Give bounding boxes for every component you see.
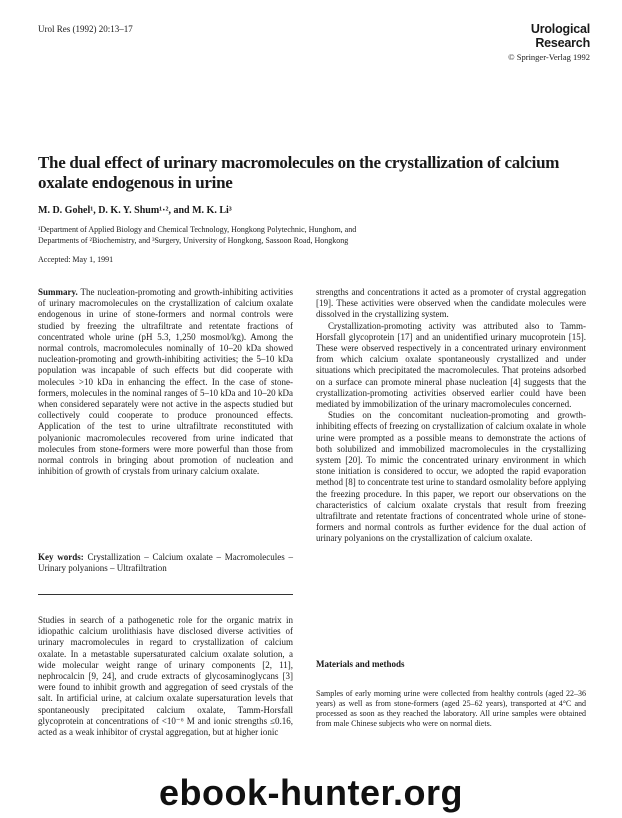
summary-label: Summary. [38,287,78,297]
introduction-left [38,615,293,738]
right-paragraph-3: Studies on the concomitant nucleation-promoting and growth-inhibiting effects of freezing on crystallization of calcium oxalate in whole urine were prompted as a possible means to demonstrate the actions of both solubilized and immobilized macromolecules in the crystallizing system [20]. To mimic the concentrated urinary environment in which stone initiation is considered to occur, we adopted the rapid evaporation method [8] to concentrate test urine to standard osmolality before applying the freezing procedure. In this paper, we report our observations on the characteristics of calcium oxalate crystals that result from freezing ultrafiltrate and retentate fractions of concentrated whole urine of stone-formers and normal controls as further evidence for the dual action of urinary polyanions on the crystallization of calcium oxalate. [316,410,586,544]
copyright-line: © Springer-Verlag 1992 [508,52,590,62]
affiliation-line-2: Departments of ²Biochemistry, and ³Surgery, University of Hongkong, Sassoon Road, Hongkong [38,236,349,245]
methods-heading: Materials and methods [316,659,405,669]
journal-masthead [480,22,590,62]
summary-text: The nucleation-promoting and growth-inhibiting activities of urinary macromolecules on the crystallization of calcium oxalate endogenous in urine of stone-formers and normal controls were studied by freezing the ultrafiltrate and retentate fractions of concentrated whole urine (pH 5.3, 1,250 mosmol/kg). Among the normal controls, macromolecules nominally of 10–20 kDa showed nucleation-promoting and growth-inhibiting activities; the 5–10 kDa population was incapable of such effects but did cooperate with molecules >10 kDa in enhancing the effect. In the case of stone-formers, molecules in the nominal ranges of 5–10 kDa and 10–20 kDa when considered separately were not active in the aspects studied but collectively could cooperate to produce pronounced effects. Application of the test to urine ultrafiltrate reconstituted with polyanionic macromolecules recovered from urine indicated that molecules from stone-formers were more powerful than those from normal controls in bringing about promotion of nucleation and inhibition of growth of crystals from urinary calcium oxalate. [38,287,294,477]
keywords-label: Key words: [38,552,84,562]
accepted-date: Accepted: May 1, 1991 [38,255,114,264]
journal-name: Urological Research [530,22,590,50]
journal-citation: Urol Res (1992) 20:13–17 [38,24,133,34]
methods-paragraph: Samples of early morning urine were collected from healthy controls (aged 22–36 years) as well as from stone-formers (aged 25–62 years), transported at 4°C and processed as soon as they reached the laboratory. All urine samples were obtained from male Chinese subjects who were on normal diets. [316,689,586,728]
keywords-block [38,552,293,574]
keywords-text: Crystallization – Calcium oxalate – Macromolecules – Urinary polyanions – Ultrafiltration [38,552,293,574]
methods-text [316,689,586,729]
affiliations [38,224,598,246]
article-title: The dual effect of urinary macromolecules on the crystallization of calcium oxalate endogenous in urine [38,153,560,192]
section-divider [38,594,293,595]
summary-block [38,287,293,477]
author-list: M. D. Gohel¹, D. K. Y. Shum¹·², and M. K. Li³ [38,205,232,216]
intro-paragraph: Studies in search of a pathogenetic role for the organic matrix in idiopathic calcium urolithiasis have disclosed diverse activities of urinary macromolecules in regard to crystallization of calcium oxalate. In a metastable supersaturated calcium oxalate solution, a wide molecular weight range of urinary components [2, 11], nephrocalcin [9, 24], and crude extracts of glycosaminoglycans [3] were found to inhibit growth and aggregation of seed crystals of the salt. In artificial urine, at calcium oxalate supersaturation levels that spontaneously precipitated calcium oxalate, Tamm-Horsfall glycoprotein at concentrations of <10⁻⁶ M and ionic strengths ≤0.16, acted as a weak inhibitor of crystal aggregation, but at higher ionic [38,615,293,738]
affiliation-line-1: ¹Department of Applied Biology and Chemical Technology, Hongkong Polytechnic, Hunghom, and [38,225,357,234]
right-paragraph-2: Crystallization-promoting activity was attributed also to Tamm-Horsfall glycoprotein [17] and an unidentified urinary mucoprotein [15]. These were observed respectively in a concentrated urinary environment from which calcium oxalate spontaneously crystallized and under situations which precipitated the macromolecules. That proteins adsorbed on a surface can promote mineral phase nucleation [4] suggests that the crystallization-promoting activities observed earlier could have been mediated by immobilization of the urinary macromolecules concerned. [316,320,586,410]
right-column [316,287,586,545]
right-paragraph-1: strengths and concentrations it acted as a promoter of crystal aggregation [19]. These activities were observed when the candidate molecules were dissolved in the crystallizing system. [316,287,586,320]
watermark: ebook-hunter.org [159,772,463,813]
